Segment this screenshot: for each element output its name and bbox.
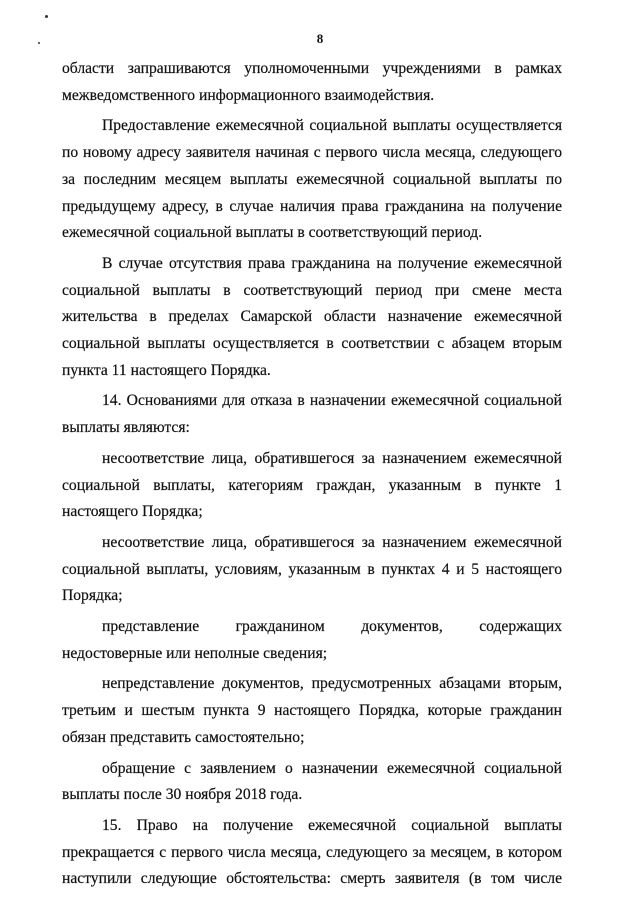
- page-number: 8: [316, 31, 324, 46]
- paragraph-item-15: 15. Право на получение ежемесячной социальной выплаты прекращается с первого числа месяца, следующего за месяцем, в котором наступили следующие обстоятельства: смерть заявителя (в том числе: [62, 816, 562, 888]
- paragraph-no-right: В случае отсутствия права гражданина на получение ежемесячной социальной выплаты в соответствующий период при смене места жительства в пределах Самарской области назначение ежемесячной социальной выплаты осуществляется в соответствии с абзацем вторым пункта 11 настоящего Порядка.: [62, 254, 562, 379]
- paragraph-refusal-reason-2: несоответствие лица, обратившегося за назначением ежемесячной социальной выплаты, условиям, указанным в пунктах 4 и 5 настоящего Порядка;: [62, 533, 562, 605]
- paragraph-continuation: области запрашиваются уполномоченными учреждениями в рамках межведомственного информационного взаимодействия.: [62, 60, 562, 104]
- scan-speck: [45, 15, 48, 18]
- paragraph-new-address: Предоставление ежемесячной социальной выплаты осуществляется по новому адресу заявителя начиная с первого числа месяца, следующего за последним месяцем выплаты ежемесячной социальной выплаты по предыдущему адресу, в случае наличия права гражданина на получение ежемесячной социальной выплаты в соответствующий период.: [62, 117, 562, 242]
- document-body: [62, 56, 562, 897]
- paragraph-refusal-reason-1: несоответствие лица, обратившегося за назначением ежемесячной социальной выплаты, категориям граждан, указанным в пункте 1 настоящего Порядка;: [62, 449, 562, 521]
- paragraph-item-14: 14. Основаниями для отказа в назначении ежемесячной социальной выплаты являются:: [62, 392, 562, 437]
- paragraph-refusal-reason-3: представление гражданином документов, содержащих недостоверные или неполные сведения;: [62, 618, 562, 662]
- paragraph-refusal-reason-5: обращение с заявлением о назначении ежемесячной социальной выплаты после 30 ноября 2018 года.: [62, 759, 562, 804]
- paragraph-refusal-reason-4: непредставление документов, предусмотренных абзацами вторым, третьим и шестым пункта 9 настоящего Порядка, которые гражданин обязан представить самостоятельно;: [62, 675, 562, 746]
